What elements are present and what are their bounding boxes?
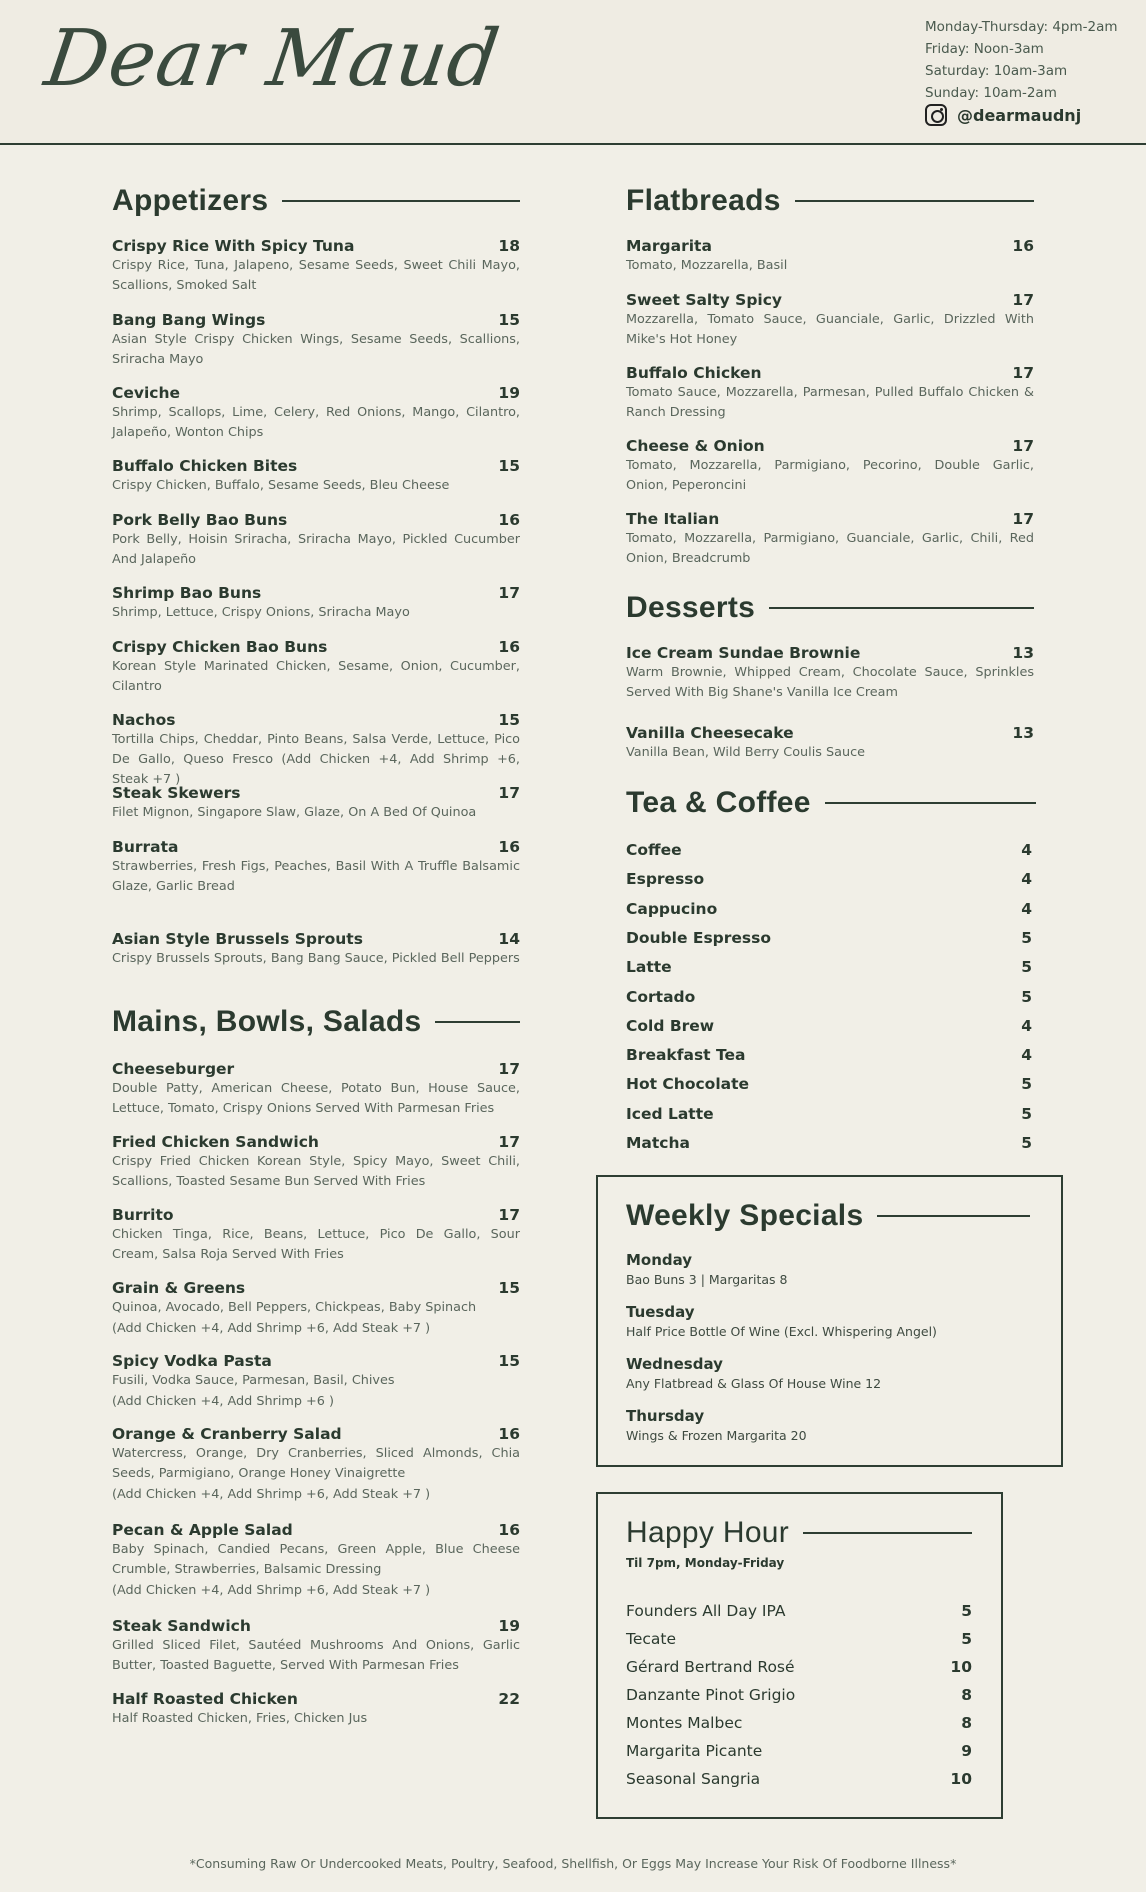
title-rule: [825, 802, 1036, 804]
drink-name: Danzante Pinot Grigio: [626, 1686, 796, 1704]
drink-item: [626, 900, 1032, 918]
item-head: [626, 291, 1034, 309]
happy-hour-item: [626, 1602, 972, 1620]
item-price: 18: [498, 237, 520, 255]
drink-price: 4: [1021, 1016, 1032, 1035]
item-head: [112, 838, 520, 856]
item-description: Chicken Tinga, Rice, Beans, Lettuce, Pico De Gallo, Sour Cream, Salsa Roja Served With Fries: [112, 1227, 520, 1262]
menu-header: [0, 0, 1146, 145]
weekly-specials-box: [596, 1175, 1063, 1467]
menu-item: [112, 930, 520, 969]
menu-item: [112, 1133, 520, 1192]
item-description: Crispy Fried Chicken Korean Style, Spicy Mayo, Sweet Chili, Scallions, Toasted Sesame Bun Served With Fries: [112, 1154, 520, 1189]
title-rule: [877, 1215, 1030, 1217]
item-price: 17: [1012, 364, 1034, 382]
item-description: Shrimp, Scallops, Lime, Celery, Red Onions, Mango, Cilantro, Jalapeño, Wonton Chips: [112, 405, 520, 440]
item-head: [112, 511, 520, 529]
item-head: [112, 1206, 520, 1224]
appetizers-section: [112, 184, 520, 964]
item-head: [112, 1690, 520, 1708]
item-description: Fusili, Vodka Sauce, Parmesan, Basil, Chives: [112, 1373, 395, 1388]
tea-coffee-section: [626, 786, 1036, 1156]
item-price: 19: [498, 384, 520, 402]
menu-item: [112, 1425, 520, 1505]
instagram-handle: @dearmaudnj: [957, 105, 1082, 125]
item-head: [112, 237, 520, 255]
item-description: Grilled Sliced Filet, Sautéed Mushrooms And Onions, Garlic Butter, Toasted Baguette, Served With Parmesan Fries: [112, 1638, 520, 1673]
title-rule: [803, 1532, 972, 1534]
item-description: Crispy Brussels Sprouts, Bang Bang Sauce, Pickled Bell Peppers: [112, 951, 520, 966]
drink-name: Seasonal Sangria: [626, 1770, 761, 1788]
item-head: [626, 724, 1034, 742]
special-item: [626, 1355, 881, 1391]
item-head: [112, 1060, 520, 1078]
item-head: [112, 584, 520, 602]
item-price: 15: [498, 1352, 520, 1370]
item-description: Filet Mignon, Singapore Slaw, Glaze, On A Bed Of Quinoa: [112, 805, 477, 820]
item-head: [112, 384, 520, 402]
drink-price: 5: [1021, 1104, 1032, 1123]
drink-price: 8: [961, 1714, 972, 1732]
appetizers-title: Appetizers: [112, 184, 269, 217]
item-price: 17: [1012, 510, 1034, 528]
item-description: Tortilla Chips, Cheddar, Pinto Beans, Salsa Verde, Lettuce, Pico De Gallo, Queso Fresco (Add Chicken +4, Add Shrimp +6, Steak +7 ): [112, 732, 520, 787]
drink-item: [626, 841, 1032, 859]
section-title: [626, 184, 1034, 218]
drink-name: Coffee: [626, 841, 682, 859]
drink-item: [626, 1017, 1032, 1035]
item-name: Margarita: [626, 237, 712, 255]
instagram-link[interactable]: [925, 104, 1081, 126]
item-head: [112, 1521, 520, 1539]
item-name: Nachos: [112, 711, 176, 729]
item-name: Buffalo Chicken Bites: [112, 457, 298, 475]
item-head: [626, 437, 1034, 455]
item-name: Pecan & Apple Salad: [112, 1521, 293, 1539]
item-addons: (Add Chicken +4, Add Shrimp +6, Add Steak +7 ): [112, 1321, 431, 1336]
item-name: Vanilla Cheesecake: [626, 724, 794, 742]
item-name: Asian Style Brussels Sprouts: [112, 930, 363, 948]
item-name: Crispy Rice With Spicy Tuna: [112, 237, 355, 255]
item-name: Cheeseburger: [112, 1060, 235, 1078]
menu-item: [112, 384, 520, 443]
item-description: Vanilla Bean, Wild Berry Coulis Sauce: [626, 745, 865, 760]
item-name: Sweet Salty Spicy: [626, 291, 783, 309]
title-rule: [769, 607, 1034, 609]
item-head: [112, 638, 520, 656]
item-name: Cheese & Onion: [626, 437, 765, 455]
mains-title: Mains, Bowls, Salads: [112, 1005, 422, 1038]
opening-hours: [925, 16, 1118, 104]
drink-item: [626, 1046, 1032, 1064]
drink-item: [626, 958, 1032, 976]
item-price: 15: [498, 711, 520, 729]
drink-price: 10: [950, 1658, 972, 1676]
hours-line: Friday: Noon-3am: [925, 41, 1044, 57]
drink-name: Espresso: [626, 870, 705, 889]
item-name: Burrito: [112, 1206, 174, 1224]
item-name: Half Roasted Chicken: [112, 1690, 298, 1708]
menu-item: [112, 1279, 520, 1339]
drink-price: 5: [1021, 1134, 1032, 1152]
drink-name: Cappucino: [626, 899, 718, 918]
section-title: [626, 786, 1036, 820]
flatbreads-title: Flatbreads: [626, 184, 781, 217]
drink-name: Cortado: [626, 987, 696, 1006]
weekly-specials-title: Weekly Specials: [626, 1199, 864, 1232]
hours-line: Monday-Thursday: 4pm-2am: [925, 19, 1118, 35]
menu-item: [626, 644, 1034, 703]
menu-item: [112, 1617, 520, 1676]
happy-hour-item: [626, 1630, 972, 1648]
drink-price: 4: [1021, 1046, 1032, 1065]
menu-item: [112, 1352, 520, 1412]
item-head: [112, 1133, 520, 1151]
happy-hour-box: [596, 1492, 1003, 1819]
item-head: [112, 1617, 520, 1635]
menu-item: [626, 237, 1034, 276]
item-description: Tomato, Mozzarella, Parmigiano, Guanciale, Garlic, Chili, Red Onion, Breadcrumb: [626, 531, 1034, 566]
happy-hour-item: [626, 1686, 972, 1704]
happy-hour-subtitle: Til 7pm, Monday-Friday: [626, 1556, 785, 1570]
item-description: Crispy Rice, Tuna, Jalapeno, Sesame Seeds, Sweet Chili Mayo, Scallions, Smoked Salt: [112, 258, 520, 293]
drink-price: 5: [1021, 1075, 1032, 1094]
item-name: Grain & Greens: [112, 1279, 246, 1297]
menu-item: [112, 511, 520, 570]
drink-price: 4: [1021, 899, 1032, 918]
item-description: Double Patty, American Cheese, Potato Bun, House Sauce, Lettuce, Tomato, Crispy Onions Served With Parmesan Fries: [112, 1081, 520, 1116]
item-description: Warm Brownie, Whipped Cream, Chocolate Sauce, Sprinkles Served With Big Shane's Vanilla Ice Cream: [626, 665, 1034, 700]
item-head: [626, 364, 1034, 382]
hours-line: Sunday: 10am-2am: [925, 85, 1057, 101]
item-price: 15: [498, 457, 520, 475]
item-price: 17: [1012, 291, 1034, 309]
item-price: 22: [498, 1690, 520, 1708]
item-price: 16: [498, 1425, 520, 1443]
item-price: 17: [498, 1206, 520, 1224]
title-rule: [435, 1021, 520, 1023]
special-description: Wings & Frozen Margarita 20: [626, 1428, 807, 1443]
title-rule: [282, 200, 520, 202]
drink-price: 4: [1021, 870, 1032, 889]
title-rule: [795, 200, 1034, 202]
item-description: Tomato, Mozzarella, Basil: [626, 258, 788, 273]
item-price: 16: [498, 638, 520, 656]
drink-name: Matcha: [626, 1134, 690, 1152]
item-description: Shrimp, Lettuce, Crispy Onions, Sriracha Mayo: [112, 605, 410, 620]
special-description: Half Price Bottle Of Wine (Excl. Whispering Angel): [626, 1324, 937, 1339]
item-addons: (Add Chicken +4, Add Shrimp +6, Add Steak +7 ): [112, 1487, 431, 1502]
special-item: [626, 1407, 807, 1443]
drink-price: 5: [961, 1630, 972, 1648]
item-price: 16: [498, 838, 520, 856]
drink-price: 5: [1021, 958, 1032, 977]
item-description: Tomato Sauce, Mozzarella, Parmesan, Pulled Buffalo Chicken & Ranch Dressing: [626, 385, 1034, 420]
allergy-disclaimer: *Consuming Raw Or Undercooked Meats, Poultry, Seafood, Shellfish, Or Eggs May Increase Your Risk Of Foodborne Illness*: [189, 1856, 957, 1871]
item-price: 17: [498, 1133, 520, 1151]
item-description: Crispy Chicken, Buffalo, Sesame Seeds, Bleu Cheese: [112, 478, 450, 493]
drink-price: 10: [950, 1770, 972, 1788]
drink-price: 8: [961, 1686, 972, 1704]
item-price: 16: [498, 1521, 520, 1539]
item-description: Quinoa, Avocado, Bell Peppers, Chickpeas, Baby Spinach: [112, 1300, 477, 1315]
happy-hour-item: [626, 1658, 972, 1676]
happy-hour-title: Happy Hour: [626, 1516, 790, 1549]
item-name: Bang Bang Wings: [112, 311, 266, 329]
item-name: Orange & Cranberry Salad: [112, 1425, 342, 1443]
item-price: 19: [498, 1617, 520, 1635]
item-description: Tomato, Mozzarella, Parmigiano, Pecorino, Double Garlic, Onion, Peperoncini: [626, 458, 1034, 493]
special-day: Monday: [626, 1251, 693, 1269]
drink-name: Tecate: [626, 1630, 677, 1648]
item-price: 15: [498, 311, 520, 329]
item-price: 17: [498, 1060, 520, 1078]
menu-item: [112, 457, 520, 496]
drink-price: 5: [961, 1602, 972, 1620]
special-day: Thursday: [626, 1407, 705, 1425]
section-title: [626, 591, 1034, 625]
menu-item: [112, 237, 520, 296]
desserts-section: [626, 591, 1034, 771]
section-title: [112, 1005, 520, 1039]
drink-name: Montes Malbec: [626, 1714, 743, 1732]
menu-item: [112, 638, 520, 697]
item-name: Fried Chicken Sandwich: [112, 1133, 319, 1151]
item-price: 15: [498, 1279, 520, 1297]
instagram-icon: [925, 104, 947, 126]
item-name: Ceviche: [112, 384, 181, 402]
menu-item: [112, 1206, 520, 1265]
item-name: Steak Sandwich: [112, 1617, 251, 1635]
item-head: [112, 1425, 520, 1443]
drink-name: Hot Chocolate: [626, 1075, 750, 1094]
item-head: [112, 1279, 520, 1297]
item-description: Half Roasted Chicken, Fries, Chicken Jus: [112, 1711, 368, 1726]
item-description: Strawberries, Fresh Figs, Peaches, Basil With A Truffle Balsamic Glaze, Garlic Bread: [112, 859, 520, 894]
drink-price: 5: [1021, 928, 1032, 947]
item-description: Mozzarella, Tomato Sauce, Guanciale, Garlic, Drizzled With Mike's Hot Honey: [626, 312, 1034, 347]
item-name: Spicy Vodka Pasta: [112, 1352, 272, 1370]
drink-item: [626, 988, 1032, 1006]
item-head: [112, 711, 520, 729]
item-price: 17: [1012, 437, 1034, 455]
special-day: Wednesday: [626, 1355, 723, 1373]
item-price: 16: [498, 511, 520, 529]
mains-section: [112, 1005, 520, 1745]
special-day: Tuesday: [626, 1303, 695, 1321]
item-head: [112, 311, 520, 329]
drink-item: [626, 1105, 1032, 1123]
item-name: Pork Belly Bao Buns: [112, 511, 288, 529]
happy-hour-item: [626, 1770, 972, 1788]
item-description: Pork Belly, Hoisin Sriracha, Sriracha Mayo, Pickled Cucumber And Jalapeño: [112, 532, 520, 567]
drink-item: [626, 1134, 1032, 1152]
section-title: [626, 1199, 1030, 1233]
item-price: 17: [498, 784, 520, 802]
menu-item: [626, 437, 1034, 496]
menu-item: [626, 510, 1034, 569]
item-name: Burrata: [112, 838, 179, 856]
item-name: The Italian: [626, 510, 720, 528]
item-price: 17: [498, 584, 520, 602]
menu-item: [112, 711, 520, 790]
drink-price: 4: [1021, 841, 1032, 859]
drink-name: Latte: [626, 958, 672, 977]
drink-name: Founders All Day IPA: [626, 1602, 786, 1620]
item-name: Steak Skewers: [112, 784, 241, 802]
special-item: [626, 1251, 787, 1287]
drink-item: [626, 929, 1032, 947]
section-title: [626, 1516, 972, 1550]
item-addons: (Add Chicken +4, Add Shrimp +6 ): [112, 1394, 334, 1409]
item-addons: (Add Chicken +4, Add Shrimp +6, Add Steak +7 ): [112, 1583, 431, 1598]
item-head: [112, 784, 520, 802]
hours-line: Saturday: 10am-3am: [925, 63, 1068, 79]
item-price: 14: [498, 930, 520, 948]
desserts-title: Desserts: [626, 591, 756, 624]
drink-name: Cold Brew: [626, 1016, 715, 1035]
item-price: 13: [1012, 724, 1034, 742]
item-name: Buffalo Chicken: [626, 364, 762, 382]
menu-item: [626, 291, 1034, 350]
menu-item: [112, 584, 520, 623]
menu-item: [112, 1521, 520, 1601]
menu-item: [626, 724, 1034, 763]
menu-item: [112, 1690, 520, 1729]
item-name: Ice Cream Sundae Brownie: [626, 644, 861, 662]
item-name: Shrimp Bao Buns: [112, 584, 262, 602]
special-item: [626, 1303, 937, 1339]
drink-item: [626, 870, 1032, 888]
item-description: Baby Spinach, Candied Pecans, Green Apple, Blue Cheese Crumble, Strawberries, Balsamic Dressing: [112, 1542, 520, 1577]
item-description: Korean Style Marinated Chicken, Sesame, Onion, Cucumber, Cilantro: [112, 659, 520, 694]
item-head: [112, 930, 520, 948]
item-head: [626, 644, 1034, 662]
item-description: Watercress, Orange, Dry Cranberries, Sliced Almonds, Chia Seeds, Parmigiano, Orange Honey Vinaigrette: [112, 1446, 520, 1481]
menu-item: [626, 364, 1034, 423]
drink-name: Margarita Picante: [626, 1742, 763, 1760]
menu-item: [112, 311, 520, 370]
drink-name: Iced Latte: [626, 1104, 714, 1123]
menu-item: [112, 784, 520, 823]
item-head: [626, 510, 1034, 528]
flatbreads-section: [626, 184, 1034, 584]
item-head: [112, 457, 520, 475]
item-head: [112, 1352, 520, 1370]
drink-price: 9: [961, 1742, 972, 1760]
drink-price: 5: [1021, 987, 1032, 1006]
special-description: Bao Buns 3 | Margaritas 8: [626, 1272, 788, 1287]
drink-item: [626, 1075, 1032, 1093]
item-price: 16: [1012, 237, 1034, 255]
special-description: Any Flatbread & Glass Of House Wine 12: [626, 1376, 882, 1391]
item-description: Asian Style Crispy Chicken Wings, Sesame Seeds, Scallions, Sriracha Mayo: [112, 332, 520, 367]
drink-name: Breakfast Tea: [626, 1046, 746, 1065]
item-head: [626, 237, 1034, 255]
menu-item: [112, 838, 520, 897]
item-name: Crispy Chicken Bao Buns: [112, 638, 328, 656]
section-title: [112, 184, 520, 218]
drink-name: Double Espresso: [626, 928, 772, 947]
menu-item: [112, 1060, 520, 1119]
tea-coffee-title: Tea & Coffee: [626, 786, 811, 819]
drink-name: Gérard Bertrand Rosé: [626, 1658, 795, 1676]
happy-hour-item: [626, 1742, 972, 1760]
item-price: 13: [1012, 644, 1034, 662]
happy-hour-item: [626, 1714, 972, 1732]
logo: Dear Maud: [39, 14, 506, 104]
